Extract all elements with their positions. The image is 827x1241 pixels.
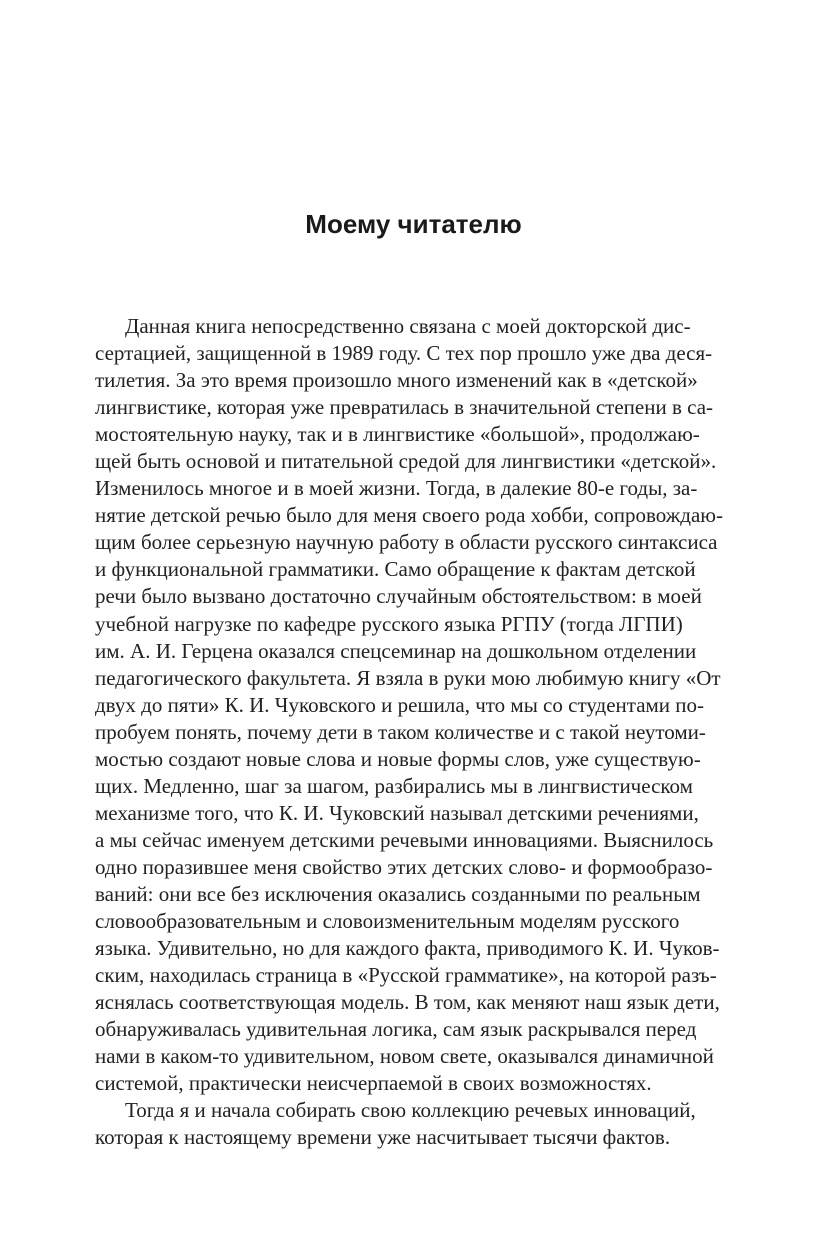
text-line: сертацией, защищенной в 1989 году. С тех пор прошло уже два деся- — [95, 341, 713, 366]
text-line: щей быть основой и питательной средой для лингвистики «детской». — [95, 449, 717, 474]
text-line: системой, практически неисчерпаемой в своих возможностях. — [95, 1071, 652, 1096]
text-line: щим более серьезную научную работу в области русского синтаксиса — [95, 530, 718, 555]
text-line: тилетия. За это время произошло много изменений как в «детской» — [95, 368, 698, 393]
text-line: ваний: они все без исключения оказались созданными по реальным — [95, 881, 701, 906]
text-line: речи было вызвано достаточно случайным обстоятельством: в моей — [95, 584, 702, 609]
text-line: ским, находилась страница в «Русской грамматике», на которой разъ- — [95, 963, 717, 988]
text-line: словообразовательным и словоизменительным моделям русского — [95, 909, 680, 934]
text-line: учебной нагрузке по кафедре русского языка РГПУ (тогда ЛГПИ) — [95, 611, 683, 636]
text-line: нятие детской речью было для меня своего рода хобби, сопровождаю- — [95, 503, 723, 528]
paragraph — [95, 313, 745, 1097]
text-line: пробуем понять, почему дети в таком количестве и с такой неутоми- — [95, 719, 706, 744]
text-line: механизме того, что К. И. Чуковский называл детскими речениями, — [95, 800, 699, 825]
text-line: Данная книга непосредственно связана с моей докторской дис- — [125, 314, 691, 338]
text-line: и функциональной грамматики. Само обращение к фактам детской — [95, 557, 696, 582]
text-line: щих. Медленно, шаг за шагом, разбирались мы в лингвистическом — [95, 773, 693, 798]
text-line: одно поразившее меня свойство этих детских слово- и формообразо- — [95, 854, 713, 879]
text-line: им. А. И. Герцена оказался спецсеминар на дошкольном отделении — [95, 638, 697, 663]
text-line: двух до пяти» К. И. Чуковского и решила, что мы со студентами по- — [95, 692, 705, 717]
text-line: Тогда я и начала собирать свою коллекцию речевых инноваций, — [125, 1098, 696, 1123]
text-line: лингвистике, которая уже превратилась в значительной степени в са- — [95, 395, 714, 420]
page-title: Моему читателю — [305, 209, 522, 239]
text-line: нами в каком-то удивительном, новом свете, оказывался динамичной — [95, 1044, 714, 1069]
text-line: педагогического факультета. Я взяла в руки мою любимую книгу «От — [95, 665, 721, 690]
text-line: языка. Удивительно, но для каждого факта, приводимого К. И. Чуков- — [95, 936, 720, 961]
text-line: которая к настоящему времени уже насчитывает тысячи фактов. — [95, 1125, 671, 1150]
text-line: обнаруживалась удивительная логика, сам язык раскрывался перед — [95, 1017, 697, 1042]
body-text — [95, 313, 745, 1151]
text-line: а мы сейчас именуем детскими речевыми инновациями. Выяснилось — [95, 827, 714, 852]
text-line: Изменилось многое и в моей жизни. Тогда, в далекие 80-е годы, за- — [95, 476, 698, 501]
text-line: мостью создают новые слова и новые формы слов, уже существую- — [95, 746, 701, 771]
text-line: мостоятельную науку, так и в лингвистике «большой», продолжаю- — [95, 422, 700, 447]
text-line: яснялась соответствующая модель. В том, как меняют наш язык дети, — [95, 990, 720, 1015]
paragraph — [95, 1097, 745, 1151]
